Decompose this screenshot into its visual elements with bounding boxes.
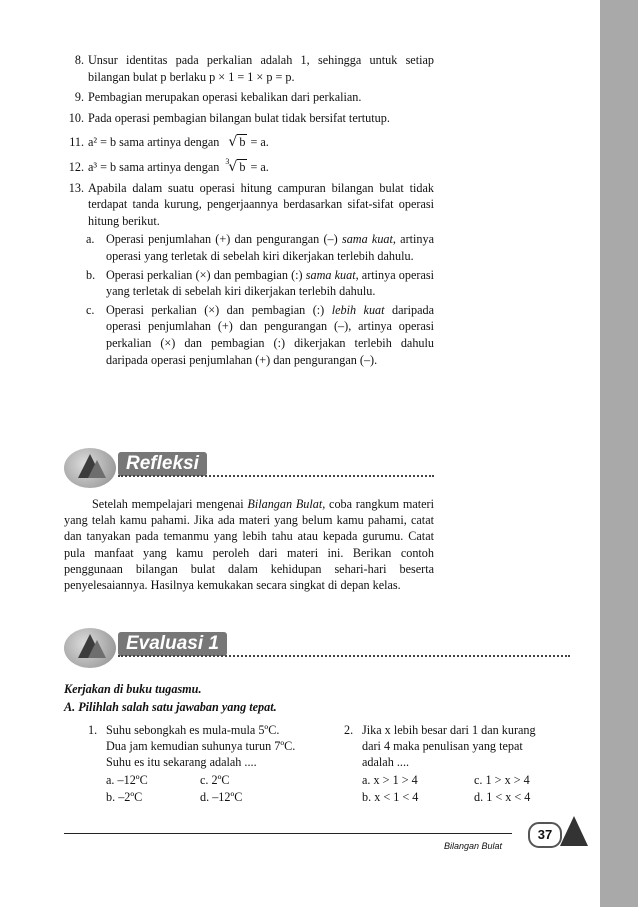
pyramid-small-icon [88,460,106,478]
pyramid-small-icon [88,640,106,658]
refleksi-banner [64,448,436,488]
formula-prefix: a³ = b sama artinya dengan [88,159,220,174]
question-line: dari 4 maka penulisan yang tepat [362,739,523,754]
evaluasi-instruction: Kerjakan di buku tugasmu. [64,682,202,696]
question-line: Suhu es itu sekarang adalah .... [106,755,257,770]
refleksi-title: Refleksi [118,452,207,476]
question-line: Dua jam kemudian suhunya turun 7ºC. [106,739,296,754]
formula-suffix: = a. [247,159,269,174]
subitem-a: a. Operasi penjumlahan (+) dan pengurangan (–) sama kuat, artinya operasi yang terletak di sebelah kiri dikerjakan terlebih dahulu. [86,232,435,263]
summary-text: Pada operasi pembagian bilangan bulat tidak bersifat tertutup. [88,110,390,125]
summary-item-13: 13. Apabila dalam suatu operasi hitung campuran bilangan bulat tidak terdapat tanda kurung, pengerjaannya berdasarkan sifat-sifat operasi hitung berikut. a. Operasi penjumlahan (+) dan pengurangan (–) sama kuat, artinya operasi yang terletak di sebelah kiri dikerjakan terlebih dahulu. b. Operasi perkalian (×) dan pembagian (:) sama kuat, artinya operasi yang terletak di sebelah kiri dikerjakan terlebih dahulu. c. Operasi perkalian (×) dan pembagian (:) lebih kuat daripada operasi penjumlahan (+) dan pengurangan (–), artinya operasi perkalian (×) dan pembagian (:) dikerjakan terlebih dahulu daripada operasi penjumlahan (+) dan pengurangan (–). [64,180,434,369]
summary-list [64,52,434,372]
page-side-band [600,0,638,907]
evaluasi-section: A. Pilihlah salah satu jawaban yang tepat. [64,700,277,714]
question-line: Jika x lebih besar dari 1 dan kurang [362,723,536,737]
option-c[interactable]: c. 2ºC [200,773,230,787]
footer-rule [64,833,512,834]
option-c[interactable]: c. 1 > x > 4 [474,773,530,787]
summary-item-12: 12. a³ = b sama artinya dengan 3 √ b = a. [68,156,269,175]
pyramid-logo-icon [560,816,588,846]
question-line: Suhu sebongkah es mula-mula 5ºC. [106,723,280,737]
summary-text: Apabila dalam suatu operasi hitung campuran bilangan bulat tidak terdapat tanda kurung, pengerjaannya berdasarkan sifat-sifat operasi hitung berikut. [88,180,434,228]
chapter-name: Bilangan Bulat [444,841,503,851]
question-1: 1. Suhu sebongkah es mula-mula 5ºC. Dua jam kemudian suhunya turun 7ºC. Suhu es itu sekarang adalah .... a. –12ºC c. 2ºC b. –2ºC d. –12ºC [88,723,296,804]
formula-suffix: = a. [247,135,269,150]
option-d[interactable]: d. 1 < x < 4 [474,790,531,804]
summary-item-11: 11. a² = b sama artinya dengan √ b = a. [69,134,269,151]
square-root: √ b [228,134,246,151]
summary-item-8: 8. Unsur identitas pada perkalian adalah 1, sehingga untuk setiap bilangan bulat p berlaku p × 1 = 1 × p = p. [74,53,434,84]
dotted-rule [118,655,570,657]
evaluasi-title: Evaluasi 1 [118,632,227,656]
question-2: 2. Jika x lebih besar dari 1 dan kurang dari 4 maka penulisan yang tepat adalah .... a. x > 1 > 4 c. 1 > x > 4 b. x < 1 < 4 d. 1 < x < 4 [344,722,590,806]
option-a[interactable]: a. x > 1 > 4 [362,773,418,787]
option-b[interactable]: b. –2ºC [106,790,143,804]
subitem-c: c. Operasi perkalian (×) dan pembagian (:) lebih kuat daripada operasi penjumlahan (+) dan pengurangan (–), artinya operasi perkalian (×) dan pembagian (:) dikerjakan terlebih dahulu daripada operasi penjumlahan (+) dan pengurangan (–). [86,302,434,367]
evaluasi-banner [64,628,572,668]
summary-item-9: 9. Pembagian merupakan operasi kebalikan dari perkalian. [74,90,362,105]
summary-item-10: 10. Pada operasi pembagian bilangan bulat tidak bersifat tertutup. [68,110,390,125]
option-a[interactable]: a. –12ºC [106,773,148,787]
option-d[interactable]: d. –12ºC [200,790,243,804]
option-b[interactable]: b. x < 1 < 4 [362,790,419,804]
page-number: 37 [528,822,562,848]
cube-root: 3 √ b [225,156,246,175]
summary-text: Pembagian merupakan operasi kebalikan dari perkalian. [88,90,362,105]
summary-text: Unsur identitas pada perkalian adalah 1, sehingga untuk setiap bilangan bulat p berlaku p × 1 = 1 × p = p. [88,53,434,84]
formula-prefix: a² = b sama artinya dengan [88,135,220,150]
dotted-rule [118,475,434,477]
subitem-b: b. Operasi perkalian (×) dan pembagian (:) sama kuat, artinya operasi yang terletak di sebelah kiri dikerjakan terlebih dahulu. [86,267,434,299]
refleksi-paragraph: Setelah mempelajari mengenai Bilangan Bulat, coba rangkum materi yang telah kamu pahami. Jika ada materi yang belum kamu pahami, catat dan tanyakan pada temanmu yang lebih tahu atau kepada gurumu. Catat pula manfaat yang kamu peroleh dari materi ini. Berikan contoh penggunaan bilangan bulat dalam kehidupan sehari-hari beserta penyelesaiannya. Hasilnya kemukakan secara singkat di depan kelas. [64,497,434,593]
question-line: adalah .... [362,755,410,770]
